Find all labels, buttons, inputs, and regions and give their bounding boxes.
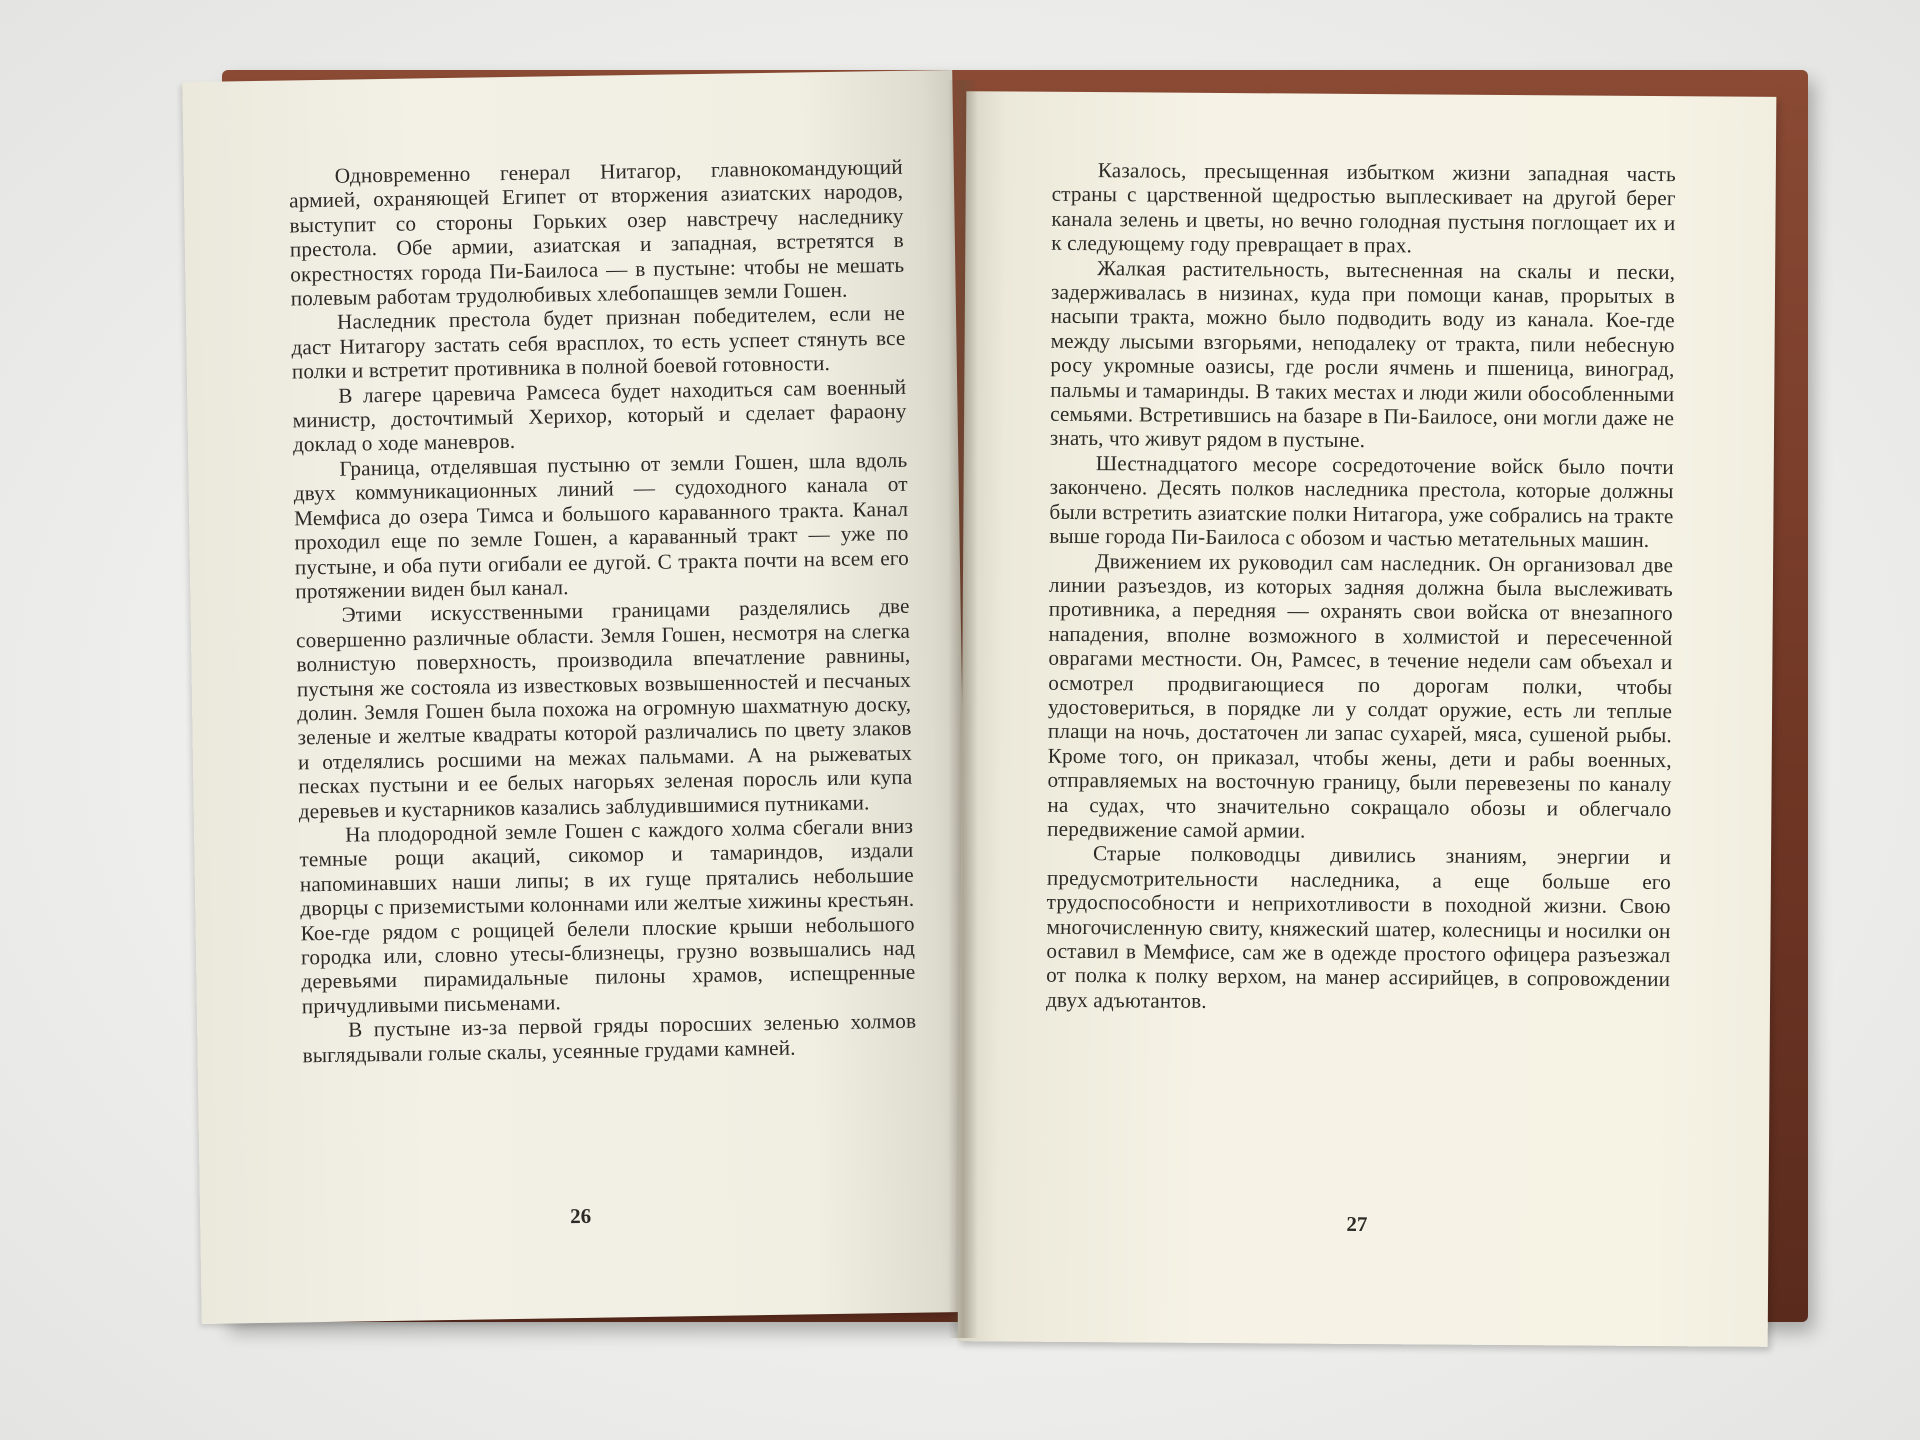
left-paragraph: Наследник престола будет признан победителем, если не даст Нитагору застать себя врасплох, то есть успеет стянуть все полки и встретит противника в полной боевой готовности.: [291, 301, 906, 384]
right-paragraph: Жалкая растительность, вытесненная на скалы и пески, задерживалась в низинах, куда при помощи канав, прорытых в насыпи тракта, можно было подводить воду из канала. Кое-где между лысыми взгорьями, неподалеку от тракта, пили небесную росу укромные оазисы, где росли ячмень и пшеница, виноград, пальмы и тамаринды. В таких местах и люди жили обособленными семьями. Встретившись на базаре в Пи-Баилосе, они могли даже не знать, что живут рядом в пустыне.: [1049, 255, 1676, 453]
left-paragraph: Граница, отделявшая пустыню от земли Гошен, шла вдоль двух коммуникационных линий — судоходного канала от Мемфиса до озера Тимса и большого караванного тракта. Канал проходил еще по земле Гошен, а караванный тракт — уже по пустыне, и оба пути огибали ее дугой. С тракта почти на всем его протяжении виден был канал.: [293, 447, 910, 604]
right-paragraph: Старые полководцы дивились знаниям, энергии и предусмотрительности наследника, а еще больше его трудоспособности и неприхотливости в походной жизни. Свою многочисленную свиту, княжеский шатер, колесницы и носилки он оставил в Мемфисе, сам же в одежде простого офицера разъезжал от полка к полку верхом, на манер ассирийцев, в сопровождении двух адъютантов.: [1045, 841, 1672, 1013]
left-paragraph: На плодородной земле Гошен с каждого холма сбегали вниз темные рощи акаций, сикомор и тамариндов, издали напоминавших наши липы; в их гуще прятались небольшие дворцы с приземистыми колоннами или желтые хижины крестьян. Кое-где рядом с рощицей белели плоские крыши небольшого городка или, словно утесы-близнецы, грузно возвышались над деревьями пирамидальные пилоны храмов, испещренные причудливыми письменами.: [299, 813, 916, 1019]
right-paragraph: Движением их руководил сам наследник. Он организовал две линии разъездов, из которых задняя должна была выслеживать противника, а передняя — охранять свои войска от внезапного нападения, вполне возможного в холмистой и пересеченной оврагами местности. Он, Рамсес, в течение недели сам объехал и осмотрел продвигающиеся по дорогам полки, чтобы удостовериться, в порядке ли у солдат оружие, есть ли теплые плащи на ночь, достаточен ли запас сухарей, мяса, сушеной рыбы. Кроме того, он приказал, чтобы жены, дети и рабы военных, отправляемых на восточную границу, были перевезены по каналу на судах, что значительно сокращало обозы и облегчало передвижение самой армии.: [1047, 548, 1674, 843]
right-page-number: 27: [1346, 1211, 1368, 1237]
left-page-text: [289, 155, 917, 1068]
right-paragraph: Шестнадцатого месоре сосредоточение войск было почти закончено. Десять полков наследника престола, которые должны были встретить азиатские полки Нитагора, уже собрались на тракте выше города Пи-Баилоса с обозом и частью метательных машин.: [1049, 450, 1674, 553]
right-paragraph: Казалось, пресыщенная избытком жизни западная часть страны с царственной щедростью выплескивает на другой берег канала зелень и цветы, но вечно голодная пустыня поглощает их и к следующему году превращает в прах.: [1051, 158, 1676, 258]
left-page: [182, 70, 971, 1324]
right-page: [958, 91, 1777, 1347]
left-paragraph: Одновременно генерал Нитагор, главнокомандующий армией, охраняющей Египет от вторжения азиатских народов, выступит со стороны Горьких озер навстречу наследнику престола. Обе армии, азиатская и западная, встретятся в окрестностях города Пи-Баилоса — в пустыне: чтобы не мешать полевым работам трудолюбивых хлебопашцев земли Гошен.: [288, 154, 905, 311]
left-paragraph: В лагере царевича Рамсеса будет находиться сам военный министр, досточтимый Херихор, который и сделает фараону доклад о ходе маневров.: [292, 374, 907, 457]
left-page-number: 26: [569, 1203, 592, 1229]
left-paragraph: Этими искусственными границами разделялись две совершенно различные области. Земля Гошен, несмотря на слегка волнистую поверхность, производила впечатление равнины, пустыня же состояла из известковых возвышенностей и песчаных долин. Земля Гошен была похожа на огромную шахматную доску, зеленые и желтые квадраты которой различались по цвету злаков и отделялись росшими на межах пальмами. А на рыжеватых песках пустыни и ее белых нагорьях зеленая поросль или купа деревьев и кустарников казались заблудившимися путниками.: [295, 594, 913, 823]
right-page-text: [1046, 158, 1676, 1017]
book-gutter: [948, 80, 978, 1338]
left-paragraph: В пустыне из-за первой гряды поросших зеленью холмов выглядывали голые скалы, усеянные грудами камней.: [302, 1008, 917, 1067]
